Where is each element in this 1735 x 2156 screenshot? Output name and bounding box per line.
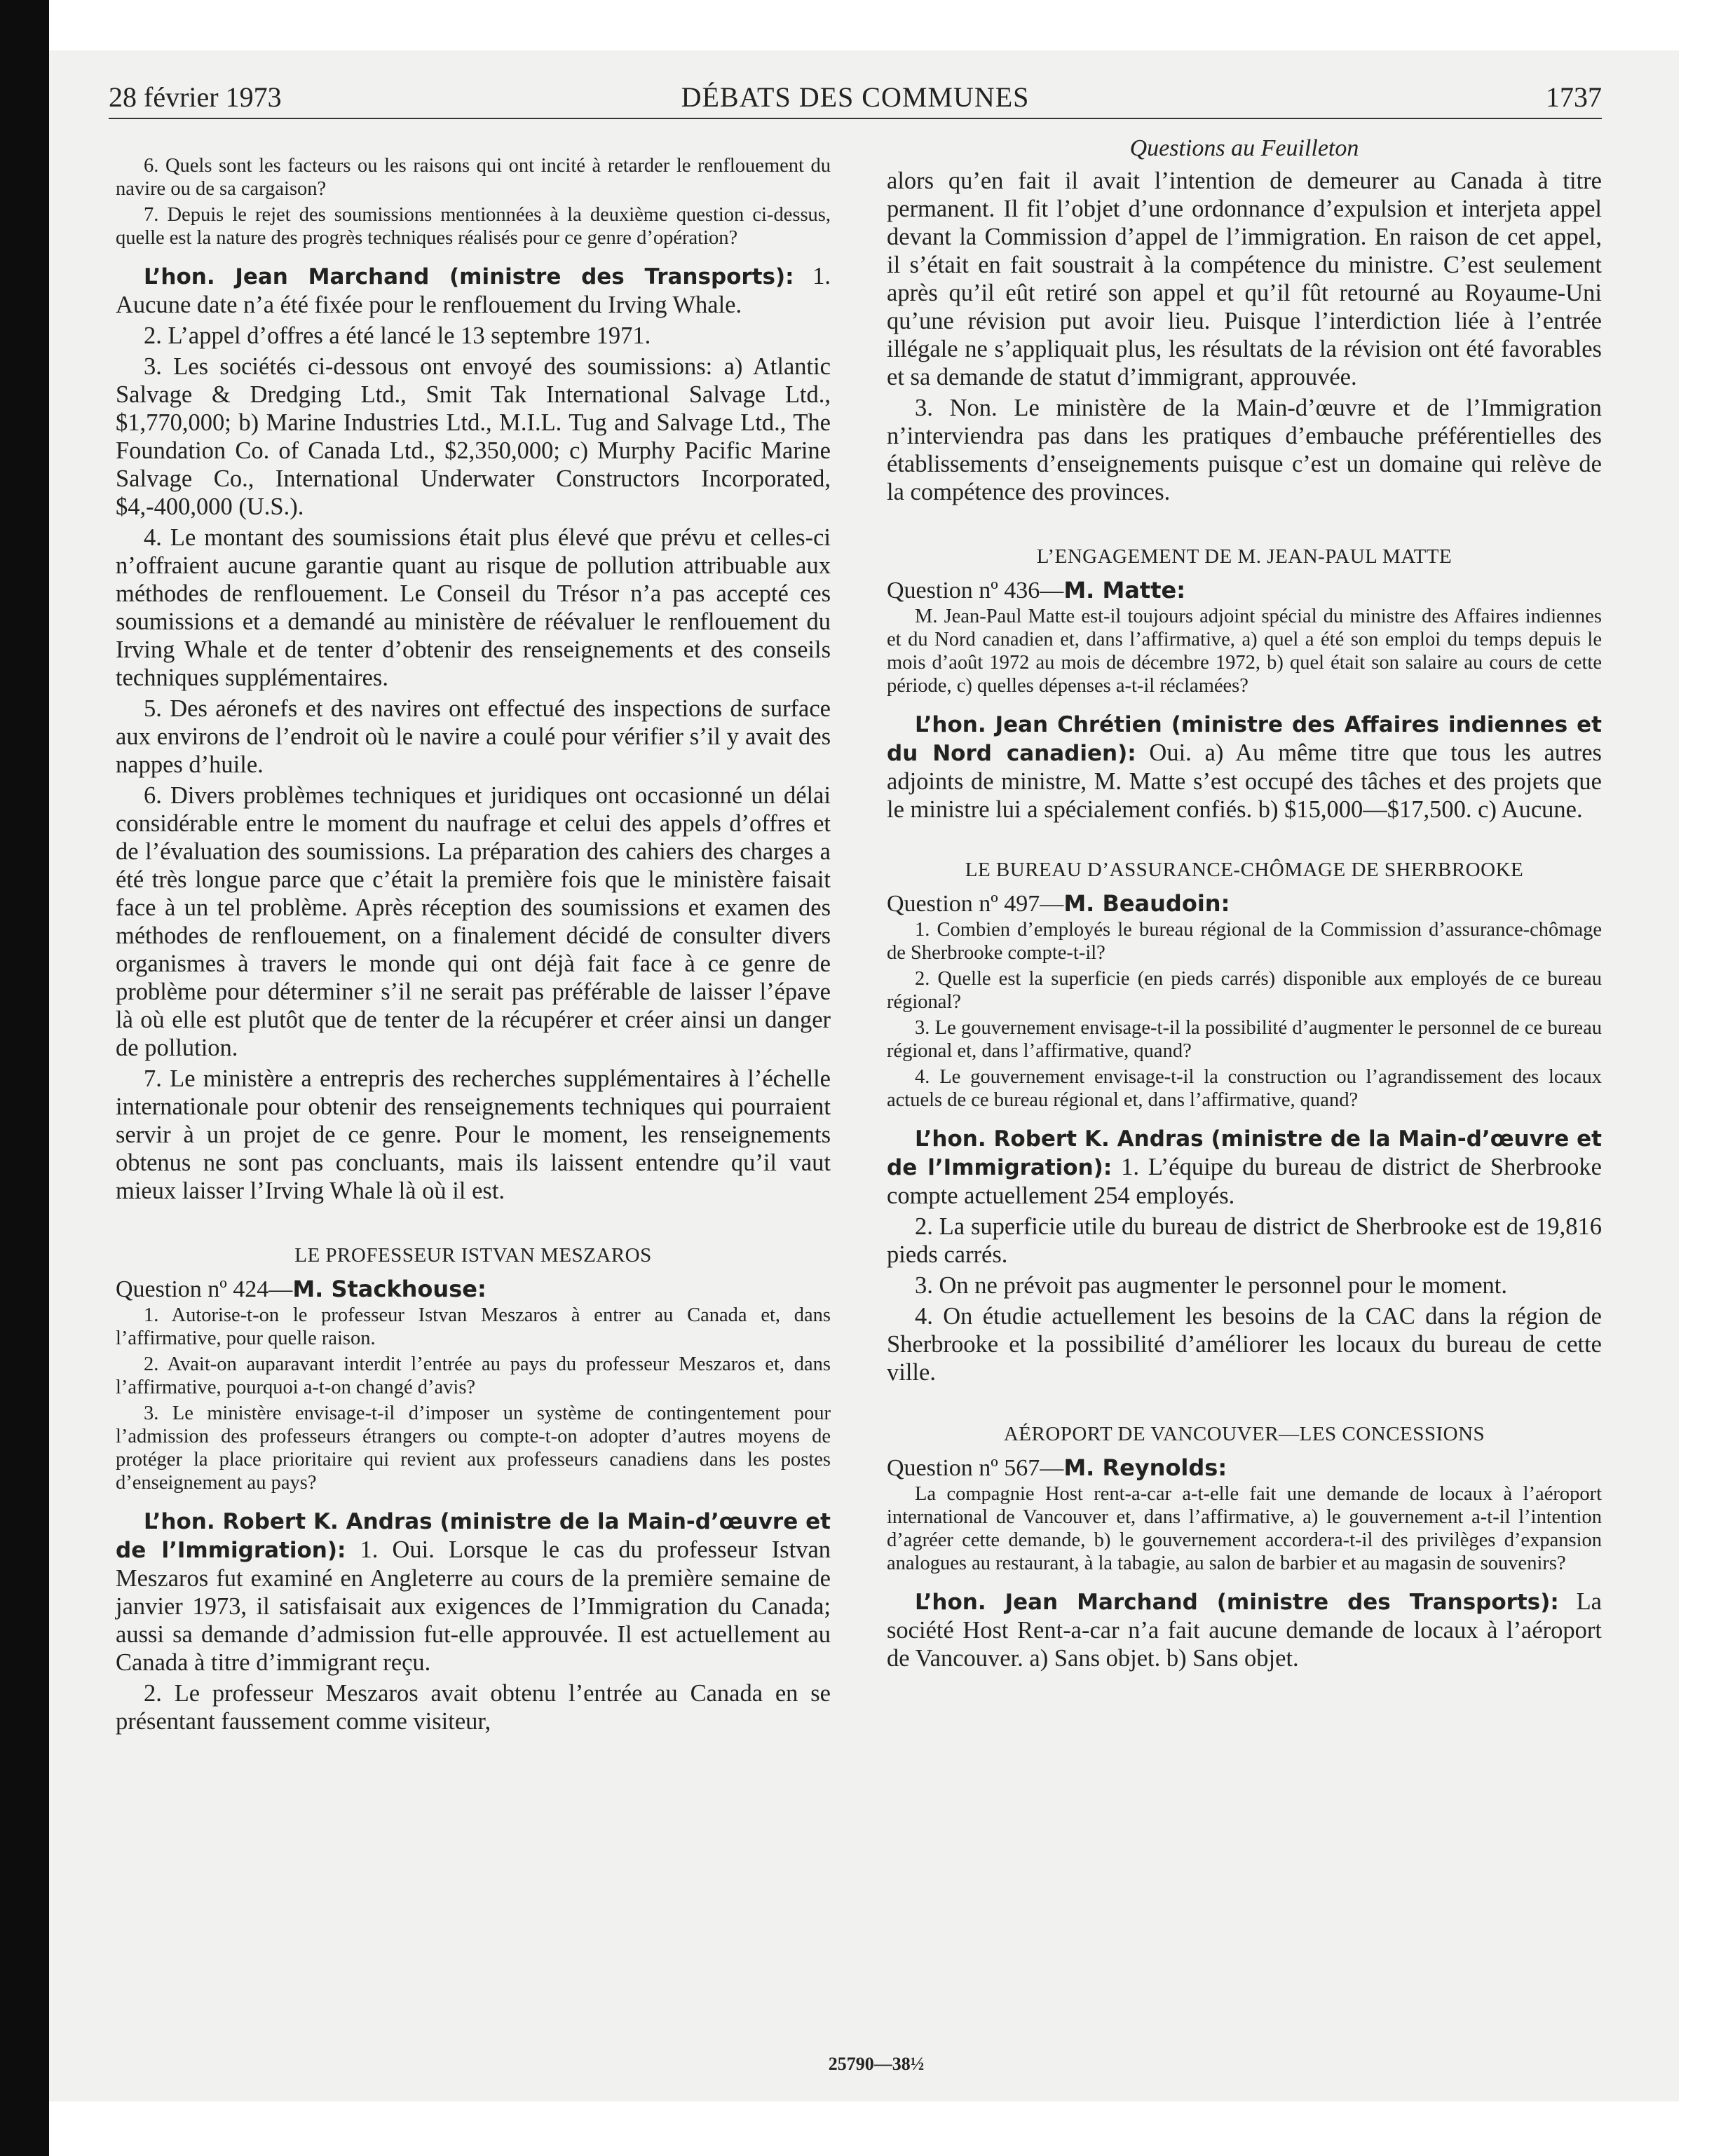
question-7: 7. Depuis le rejet des soumissions mentionnées à la deuxième question ci-dessus, quelle est la nature des progrès techniques réalisés pour ce genre d’opération? (116, 204, 831, 249)
section-title-sherbrooke: LE BUREAU D’ASSURANCE-CHÔMAGE DE SHERBROOKE (965, 859, 1524, 881)
question-567 (887, 1454, 1602, 1482)
speaker-chretien: L’hon. Jean Chrétien (ministre des Affaires indiennes et du Nord canadien): (887, 712, 1602, 766)
question-436 (887, 576, 1602, 605)
page-number: 1737 (1546, 81, 1602, 113)
left-column (116, 154, 831, 1735)
question-6: 6. Quels sont les facteurs ou les raisons qui ont incité à retarder le renflouement du navire ou de sa cargaison? (116, 155, 831, 200)
page-margin-bottom (49, 2101, 1735, 2156)
speaker-andras: L’hon. Robert K. Andras (ministre de la Main-d’œuvre et de l’Immigration): (887, 1126, 1602, 1180)
question-member: M. Reynolds: (1063, 1454, 1227, 1481)
meszaros-answer-3: 3. Non. Le ministère de la Main-d’œuvre et de l’Immigration n’interviendra pas dans les pratiques d’embauche préférentielles des établissements d’enseignements puisque c’est un domaine qui relève de la compétence des provinces. (887, 395, 1602, 505)
sherbrooke-answer-4: 4. On étudie actuellement les besoins de la CAC dans la région de Sherbrooke et la possibilité d’améliorer les locaux du bureau de cette ville. (887, 1303, 1602, 1386)
meszaros-question-3: 3. Le ministère envisage-t-il d’imposer un système de contingentement pour l’admission des professeurs étrangers ou compte-t-on adopter d’autres moyens de protéger la place prioritaire qui revient aux professeurs canadiens dans les postes d’enseignement au pays? (116, 1403, 831, 1494)
answer-2: 2. L’appel d’offres a été lancé le 13 septembre 1971. (144, 322, 651, 349)
question-member: M. Stackhouse: (292, 1276, 487, 1302)
sherbrooke-answer-2: 2. La superficie utile du bureau de district de Sherbrooke est de 19,816 pieds carrés. (887, 1213, 1602, 1268)
answer-1 (116, 262, 831, 319)
speaker-marchand: L’hon. Jean Marchand (ministre des Transports): (915, 1590, 1559, 1615)
answer-6: 6. Divers problèmes techniques et juridiques ont occasionné un délai considérable entre le moment du naufrage et celui des appels d’offres et de l’évaluation des soumissions. La préparation des cahiers des charges a été très longue parce que c’était la première fois que le ministère faisait face à un tel problème. Après réception des soumissions et examen des méthodes de renflouement, on a finalement décidé de consulter divers organismes à travers le monde qui ont déjà fait face à ce genre de problème pour déterminer s’il ne serait pas préférable de laisser l’épave là où elle est plutôt que de tenter de la récupérer et créer ainsi un danger de pollution. (116, 782, 831, 1061)
question-number: Question nº 436— (887, 578, 1064, 603)
question-number: Question nº 424— (116, 1276, 293, 1302)
answer-1-text: 1. Aucune date n’a été fixée pour le renflouement du Irving Whale. (116, 263, 831, 318)
meszaros-answer-1-text: 1. Oui. Lorsque le cas du professeur Istvan Meszaros fut examiné en Angleterre au cours de la première semaine de janvier 1973, il satisfaisait aux exigences de l’Immigration du Canada; aussi sa demande d’admission fut-elle approuvée. Il est actuellement au Canada à titre d’immigrant reçu. (116, 1536, 831, 1676)
running-head: Questions au Feuilleton (1129, 135, 1359, 161)
answer-3: 3. Les sociétés ci-dessous ont envoyé des soumissions: a) Atlantic Salvage & Dredging Ltd., Smit Tak International Salvage Ltd., $1,770,000; b) Marine Industries Ltd., M.I.L. Tug and Salvage Ltd., The Foundation Co. of Canada Ltd., $2,350,000; c) Murphy Pacific Marine Salvage Co., International Underwater Constructors Incorporated, $4,-400,000 (U.S.). (116, 353, 831, 520)
meszaros-question-1: 1. Autorise-t-on le professeur Istvan Meszaros à entrer au Canada et, dans l’affirmative, pour quelle raison. (116, 1304, 831, 1349)
header-rule (109, 118, 1602, 119)
sherbrooke-answer-3: 3. On ne prévoit pas augmenter le personnel pour le moment. (915, 1272, 1508, 1299)
page-margin-top (49, 0, 1735, 50)
meszaros-answer-2: 2. Le professeur Meszaros avait obtenu l’entrée au Canada en se présentant faussement comme visiteur, (116, 1680, 831, 1735)
section-title-matte: L’ENGAGEMENT DE M. JEAN-PAUL MATTE (1036, 545, 1452, 568)
right-column (887, 135, 1602, 1672)
question-number: Question nº 497— (887, 891, 1064, 917)
vancouver-question: La compagnie Host rent-a-car a-t-elle fait une demande de locaux à l’aéroport international de Vancouver et, dans l’affirmative, a) le gouvernement a-t-il l’intention d’agréer cette demande, b) le gouvernement accordera-t-il des privilèges d’expansion analogues au restaurant, à la tabagie, au salon de barbier et au magasin de souvenirs? (887, 1483, 1602, 1574)
vancouver-answer-text: La société Host Rent-a-car n’a fait aucune demande de locaux à l’aéroport de Vancouver. a) Sans objet. b) Sans objet. (887, 1588, 1602, 1672)
scan-border (0, 0, 49, 2156)
header-date: 28 février 1973 (109, 81, 282, 113)
sherbrooke-question-3: 3. Le gouvernement envisage-t-il la possibilité d’augmenter le personnel de ce bureau régional et, dans l’affirmative, quand? (887, 1017, 1602, 1062)
answer-7: 7. Le ministère a entrepris des recherches supplémentaires à l’échelle internationale pour obtenir des renseignements techniques qui pourraient servir à un projet de ce genre. Pour le moment, les renseignements obtenus ne sont pas concluants, mais ils laissent entendre qu’il vaut mieux laisser l’Irving Whale là où il est. (116, 1065, 831, 1204)
sherbrooke-answer-1 (887, 1124, 1602, 1210)
page-margin-right (1679, 0, 1735, 2156)
sherbrooke-question-4: 4. Le gouvernement envisage-t-il la construction ou l’agrandissement des locaux actuels de ce bureau régional et, dans l’affirmative, quand? (887, 1066, 1602, 1111)
printer-signature: 25790—38½ (828, 2054, 925, 2074)
vancouver-answer (887, 1588, 1602, 1672)
question-497 (887, 889, 1602, 918)
matte-answer (887, 710, 1602, 824)
answer-4: 4. Le montant des soumissions était plus élevé que prévu et celles-ci n’offraient aucune garantie quant au risque de pollution attribuable aux méthodes de renflouement. Le Conseil du Trésor n’a pas accepté ces soumissions et a demandé au ministère de réévaluer le renflouement du Irving Whale et de tenter d’obtenir des renseignements et des conseils techniques supplémentaires. (116, 524, 831, 691)
question-number: Question nº 567— (887, 1455, 1064, 1481)
sherbrooke-question-2: 2. Quelle est la superficie (en pieds carrés) disponible aux employés de ce bureau régional? (887, 968, 1602, 1013)
meszaros-answer-1 (116, 1507, 831, 1677)
matte-question: M. Jean-Paul Matte est-il toujours adjoint spécial du ministre des Affaires indiennes et du Nord canadien et, dans l’affirmative, a) quel a été son emploi du temps depuis le mois d’août 1972 au mois de décembre 1972, b) quel était son salaire au cours de cette période, c) quelles dépenses a-t-il réclamées? (887, 606, 1602, 697)
question-member: M. Beaudoin: (1063, 890, 1230, 917)
publication-title: DÉBATS DES COMMUNES (681, 81, 1030, 113)
sherbrooke-answer-1-text: 1. L’équipe du bureau de district de Sherbrooke compte actuellement 254 employés. (887, 1154, 1602, 1209)
speaker-marchand: L’hon. Jean Marchand (ministre des Transports): (144, 264, 794, 289)
page-header (109, 81, 1602, 116)
speaker-andras: L’hon. Robert K. Andras (ministre de la Main-d’œuvre et de l’Immigration): (116, 1509, 831, 1563)
sherbrooke-question-1: 1. Combien d’employés le bureau régional de la Commission d’assurance-chômage de Sherbrooke compte-t-il? (887, 919, 1602, 964)
question-member: M. Matte: (1063, 577, 1185, 603)
matte-answer-text: Oui. a) Au même titre que tous les autres adjoints de ministre, M. Matte s’est occupé des tâches et des projets que le ministre lui a spécialement confiés. b) $15,000—$17,500. c) Aucune. (887, 739, 1602, 823)
meszaros-question-2: 2. Avait-on auparavant interdit l’entrée au pays du professeur Meszaros et, dans l’affirmative, pourquoi a-t-on changé d’avis? (116, 1353, 831, 1398)
answer-5: 5. Des aéronefs et des navires ont effectué des inspections de surface aux environs de l’endroit où le navire a coulé pour vérifier s’il y avait des nappes d’huile. (116, 695, 831, 778)
question-424 (116, 1275, 831, 1304)
section-title-vancouver: AÉROPORT DE VANCOUVER—LES CONCESSIONS (1003, 1423, 1485, 1445)
section-title-meszaros: LE PROFESSEUR ISTVAN MESZAROS (294, 1244, 652, 1267)
meszaros-answer-2-continued: alors qu’en fait il avait l’intention de demeurer au Canada à titre permanent. Il fit l’objet d’une ordonnance d’expulsion et interjeta appel devant la Commission d’appel de l’immigration. En raison de cet appel, il s’était en fait soustrait à la compétence du ministre. C’est seulement après qu’il eût retiré son appel et qu’il fût retourné au Royaume-Uni qu’une révision put avoir lieu. Puisque l’interdiction liée à l’entrée illégale ne s’appliquait plus, les résultats de la révision ont été favorables et sa demande de statut d’immigrant, approuvée. (887, 168, 1602, 390)
